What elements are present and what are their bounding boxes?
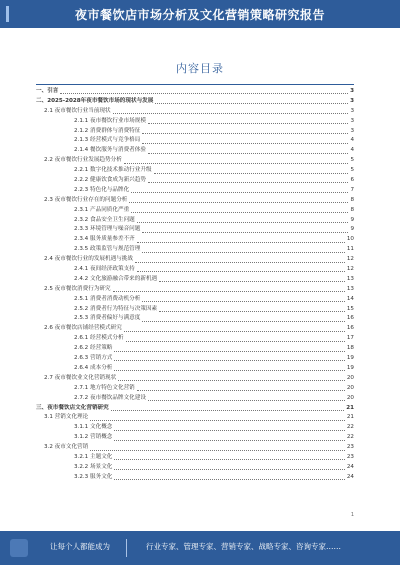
toc-leader-dots: [142, 321, 345, 322]
toc-entry[interactable]: [36, 443, 354, 453]
toc-leader-dots: [142, 301, 345, 302]
toc-entry-page: 8: [350, 206, 354, 213]
toc-entry-text: 2.5.1 消费者消费动机分析: [74, 295, 141, 302]
toc-entry[interactable]: [36, 285, 354, 295]
toc-entry[interactable]: [36, 305, 354, 315]
toc-entry-text: 3.1.1 文化概念: [74, 424, 113, 431]
toc-entry[interactable]: [36, 334, 354, 344]
toc-entry[interactable]: [36, 314, 354, 324]
toc-leader-dots: [114, 459, 344, 460]
toc-entry[interactable]: [36, 275, 354, 285]
toc-entry-text: 2.5 夜市餐饮消费行为研究: [44, 285, 111, 292]
toc-leader-dots: [159, 281, 345, 282]
footer-bar: [0, 531, 400, 565]
toc-leader-dots: [142, 252, 345, 253]
toc-entry-text: 3.2.2 场景文化: [74, 463, 113, 470]
toc-leader-dots: [148, 182, 348, 183]
toc-entry-page: 3: [350, 97, 354, 104]
toc-entry-text: 2.2.3 特色化与品牌化: [74, 186, 130, 193]
toc-entry-text: 三、夜市餐饮店文化营销研究: [36, 404, 109, 411]
toc-leader-dots: [113, 113, 349, 114]
toc-entry-page: 9: [350, 226, 354, 233]
toc-entry-page: 4: [350, 147, 354, 154]
toc-entry-text: 2.2.1 数字化技术推动行业升级: [74, 167, 152, 174]
toc-entry-page: 12: [346, 256, 354, 263]
toc-entry[interactable]: [36, 156, 354, 166]
toc-entry-text: 2.3 夜市餐饮行业存在的问题分析: [44, 196, 128, 203]
toc-leader-dots: [131, 192, 348, 193]
toc-entry-page: 8: [350, 196, 354, 203]
toc-entry-text: 2.4.1 夜间经济政策支持: [74, 266, 135, 273]
toc-entry-text: 2.1 夜市餐饮行业当前现状: [44, 107, 111, 114]
toc-leader-dots: [113, 291, 345, 292]
toc-leader-dots: [142, 143, 348, 144]
toc-entry[interactable]: [36, 433, 354, 443]
toc-entry-page: 5: [350, 167, 354, 174]
toc-entry[interactable]: [36, 107, 354, 117]
toc-entry-page: 20: [346, 394, 354, 401]
toc-entry-text: 2.6.3 营销方式: [74, 355, 113, 362]
toc-entry-page: 7: [350, 186, 354, 193]
toc-entry-text: 2.5.3 消费者偏好与满意度: [74, 315, 141, 322]
toc-entry-text: 2.6.2 经营策略: [74, 345, 113, 352]
report-title: 夜市餐饮店市场分析及文化营销策略研究报告: [74, 8, 325, 22]
toc-entry[interactable]: [36, 136, 354, 146]
toc-entry-text: 2.3.5 政策监管与规范管理: [74, 246, 141, 253]
toc-entry[interactable]: [36, 394, 354, 404]
toc-leader-dots: [126, 341, 345, 342]
toc-entry[interactable]: [36, 324, 354, 334]
toc-leader-dots: [111, 410, 344, 411]
toc-entry[interactable]: [36, 364, 354, 374]
footer-slogan-right: 行业专家、管理专家、营销专家、战略专家、咨询专家……: [146, 542, 341, 551]
toc-entry-page: 11: [346, 246, 354, 253]
toc-entry[interactable]: [36, 127, 354, 137]
toc-leader-dots: [114, 430, 344, 431]
toc-entry[interactable]: [36, 196, 354, 206]
toc-entry-page: 23: [346, 453, 354, 460]
toc-leader-dots: [135, 262, 345, 263]
toc-leader-dots: [137, 222, 349, 223]
toc-entry-page: 18: [346, 345, 354, 352]
toc-entry[interactable]: [36, 384, 354, 394]
toc-entry[interactable]: [36, 117, 354, 127]
toc-leader-dots: [137, 242, 345, 243]
toc-leader-dots: [155, 103, 348, 104]
toc-entry-page: 12: [346, 266, 354, 273]
toc-entry-page: 6: [350, 177, 354, 184]
toc-entry-text: 2.3.3 环境管理与噪音问题: [74, 226, 141, 233]
toc-entry-text: 2.1.3 经营模式与竞争格局: [74, 137, 141, 144]
toc-entry-page: 14: [346, 295, 354, 302]
toc-leader-dots: [154, 173, 349, 174]
toc-entry-text: 2.3.1 产品同质化严重: [74, 206, 130, 213]
logo-icon: [10, 539, 28, 557]
toc-entry-text: 2.3.4 服务质量参差不齐: [74, 236, 135, 243]
toc-entry-text: 2.1.4 餐饮服务与消费者体验: [74, 147, 146, 154]
toc-entry-page: 15: [346, 305, 354, 312]
page-number: 1: [350, 512, 354, 518]
toc-leader-dots: [114, 479, 344, 480]
toc-leader-dots: [118, 380, 345, 381]
toc-entry[interactable]: [36, 235, 354, 245]
toc-entry[interactable]: [36, 146, 354, 156]
toc-entry-page: 24: [346, 473, 354, 480]
toc-leader-dots: [159, 311, 345, 312]
toc-entry-page: 3: [350, 107, 354, 114]
toc-entry[interactable]: [36, 344, 354, 354]
toc-entry[interactable]: [36, 216, 354, 226]
toc-entry-text: 2.3.2 食品安全卫生问题: [74, 216, 135, 223]
toc-entry[interactable]: [36, 87, 354, 97]
toc-entry[interactable]: [36, 186, 354, 196]
toc-entry-text: 2.4 夜市餐饮行业的发展机遇与挑战: [44, 256, 133, 263]
toc-entry-text: 2.1.2 消费群体与消费特征: [74, 127, 141, 134]
toc-heading: 内容目录: [176, 62, 224, 75]
toc-leader-dots: [114, 360, 344, 361]
header-bar: [0, 0, 400, 28]
toc-entry-text: 3.2 夜市文化营销: [44, 444, 89, 451]
toc-leader-dots: [60, 93, 348, 94]
toc-divider: [36, 84, 354, 85]
toc-entry[interactable]: [36, 404, 354, 414]
toc-entry-text: 3.2.3 服务文化: [74, 473, 113, 480]
toc-entry-text: 2.2 夜市餐饮行业发展趋势分析: [44, 157, 122, 164]
footer-slogan-left: 让每个人都能成为: [50, 542, 110, 551]
toc-leader-dots: [148, 153, 348, 154]
toc-entry[interactable]: [36, 176, 354, 186]
toc-leader-dots: [148, 400, 345, 401]
toc-entry-page: 16: [346, 315, 354, 322]
toc-entry[interactable]: [36, 206, 354, 216]
toc-leader-dots: [137, 271, 345, 272]
toc-entry-text: 2.1.1 夜市餐饮行业市场规模: [74, 117, 146, 124]
toc-entry[interactable]: [36, 463, 354, 473]
toc-entry-page: 10: [346, 236, 354, 243]
toc-entry[interactable]: [36, 225, 354, 235]
toc-entry-page: 19: [346, 364, 354, 371]
toc-leader-dots: [114, 351, 344, 352]
toc-leader-dots: [142, 232, 348, 233]
toc-entry-page: 9: [350, 216, 354, 223]
toc-entry-text: 3.1.2 营销概念: [74, 434, 113, 441]
toc-entry[interactable]: [36, 97, 354, 107]
toc-leader-dots: [124, 163, 349, 164]
toc-entry-page: 21: [346, 404, 354, 411]
toc-leader-dots: [142, 133, 348, 134]
toc-entry-text: 2.7.1 地方特色文化营销: [74, 384, 135, 391]
toc-leader-dots: [114, 469, 344, 470]
toc-entry[interactable]: [36, 295, 354, 305]
toc-entry-page: 16: [346, 325, 354, 332]
toc-entry-text: 2.7 夜市餐饮业文化营销现状: [44, 374, 117, 381]
toc-entry-text: 一、引言: [36, 88, 59, 94]
toc-leader-dots: [137, 390, 345, 391]
toc-entry[interactable]: [36, 473, 354, 483]
toc-entry-text: 2.6.4 成本分析: [74, 364, 113, 371]
toc-entry-page: 21: [346, 414, 354, 421]
toc-leader-dots: [90, 420, 345, 421]
toc-leader-dots: [148, 123, 348, 124]
table-of-contents: [36, 87, 354, 483]
toc-entry-page: 20: [346, 384, 354, 391]
toc-entry-page: 22: [346, 434, 354, 441]
toc-entry-page: 3: [350, 88, 354, 94]
toc-entry-page: 5: [350, 157, 354, 164]
toc-entry-text: 2.2.2 健康饮食成为新兴趋势: [74, 177, 146, 184]
toc-entry-text: 2.4.2 文化旅游融合带来的新机遇: [74, 275, 158, 282]
toc-entry[interactable]: [36, 255, 354, 265]
toc-entry-text: 2.5.2 消费者行为特征与决策因素: [74, 305, 158, 312]
toc-entry-text: 二、2025-2028年夜市餐饮市场的现状与发展: [36, 97, 154, 104]
toc-entry[interactable]: [36, 166, 354, 176]
toc-leader-dots: [114, 440, 344, 441]
toc-entry[interactable]: [36, 453, 354, 463]
toc-entry-page: 24: [346, 463, 354, 470]
toc-entry-text: 3.1 营销文化理论: [44, 414, 89, 421]
toc-entry[interactable]: [36, 245, 354, 255]
toc-entry-page: 22: [346, 424, 354, 431]
toc-entry[interactable]: [36, 413, 354, 423]
toc-leader-dots: [90, 450, 345, 451]
toc-entry[interactable]: [36, 354, 354, 364]
toc-entry-text: 2.6 夜市餐饮店铺经营模式研究: [44, 325, 122, 332]
toc-entry-page: 4: [350, 137, 354, 144]
toc-entry-page: 20: [346, 374, 354, 381]
toc-entry-page: 3: [350, 127, 354, 134]
toc-entry[interactable]: [36, 423, 354, 433]
toc-entry-text: 2.7.2 夜市餐饮品牌文化建设: [74, 394, 146, 401]
toc-entry[interactable]: [36, 265, 354, 275]
toc-leader-dots: [114, 370, 344, 371]
toc-entry-page: 19: [346, 355, 354, 362]
toc-leader-dots: [129, 202, 348, 203]
toc-leader-dots: [124, 331, 345, 332]
toc-entry-page: 23: [346, 444, 354, 451]
toc-entry[interactable]: [36, 374, 354, 384]
toc-entry-text: 2.6.1 经营模式分析: [74, 335, 124, 342]
toc-entry-page: 13: [346, 275, 354, 282]
toc-entry-page: 13: [346, 285, 354, 292]
toc-leader-dots: [131, 212, 348, 213]
toc-entry-text: 3.2.1 主题文化: [74, 453, 113, 460]
toc-entry-page: 3: [350, 117, 354, 124]
footer-divider: [126, 539, 127, 557]
toc-entry-page: 17: [346, 335, 354, 342]
